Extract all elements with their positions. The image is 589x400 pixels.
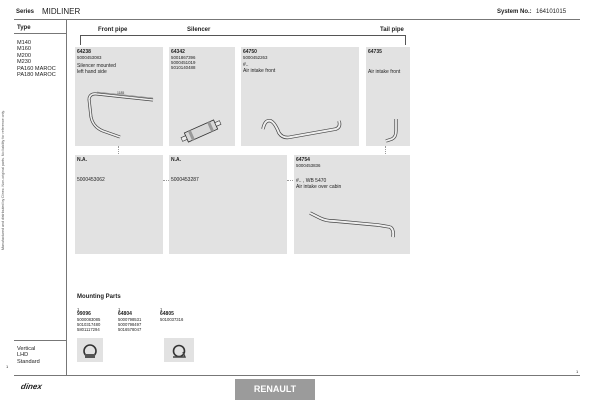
part-card-na-1[interactable]	[75, 155, 163, 254]
desc-line: left hand side	[77, 69, 107, 75]
part-number: 5000451019	[171, 60, 196, 65]
part-code: 64342	[171, 49, 185, 55]
dinex-logo: dinex	[20, 382, 43, 391]
bracket-image	[164, 338, 194, 362]
part-number: 5801117294	[77, 327, 100, 332]
part-code: 99096	[77, 311, 91, 317]
footer-divider	[14, 375, 580, 376]
part-number: 5010037316	[160, 317, 184, 322]
type-list	[17, 40, 56, 78]
type-item: M160	[17, 46, 31, 53]
bracket-tick	[405, 35, 406, 45]
series-value: MIDLINER	[42, 7, 81, 16]
type-item: M140	[17, 40, 31, 46]
col-front-pipe: Front pipe	[98, 27, 128, 33]
type-item: PA160 MAROC	[17, 65, 56, 72]
qty: 1	[118, 307, 121, 312]
silencer-drawing	[169, 47, 235, 146]
part-number: 5000453836	[296, 163, 321, 168]
desc-line: #..	[243, 62, 249, 68]
system-label: System No.:	[497, 9, 532, 15]
part-number: 5000083085	[77, 317, 101, 322]
part-card-64750[interactable]	[241, 47, 359, 146]
part-number: 5001867396	[171, 55, 196, 60]
part-number: 5010140488	[171, 65, 196, 70]
part-card-64238[interactable]	[75, 47, 163, 146]
part-number: 5010317480	[77, 322, 101, 327]
mounting-item-99096[interactable]	[77, 307, 115, 332]
header-divider	[14, 19, 580, 20]
clamp-icon	[77, 338, 103, 362]
air-intake-over-cabin-drawing	[294, 155, 410, 254]
type-item: M200	[17, 52, 31, 59]
mounting-title: Mounting Parts	[77, 294, 121, 300]
clamp-image	[77, 338, 103, 362]
config-item: LHD	[17, 352, 29, 359]
desc-line: #.. , WB 5470	[296, 178, 327, 184]
part-card-64342[interactable]	[169, 47, 235, 146]
brand-banner: RENAULT	[235, 379, 315, 400]
part-desc: Air intake front	[368, 69, 401, 75]
type-item: M230	[17, 59, 31, 66]
dimension-label: 1185	[117, 91, 125, 95]
col-bracket	[80, 35, 405, 36]
ref-number: 5000453062	[77, 177, 105, 183]
part-number: 5000798497	[118, 322, 142, 327]
qty: 1	[77, 307, 80, 312]
page-right: 1	[576, 369, 579, 374]
part-code: 64804	[118, 311, 132, 317]
desc-line: Silencer mounted	[77, 63, 116, 69]
connector-line	[287, 180, 293, 181]
qty: 1	[160, 307, 163, 312]
page-left: 1	[6, 364, 9, 369]
type-item: PA180 MAROC	[17, 72, 56, 79]
margin-note: Manufactured and distributed by Dinex. Non-original parts. No liability for reference only.	[1, 110, 5, 250]
part-card-na-2[interactable]	[169, 155, 287, 254]
front-pipe-drawing	[75, 47, 163, 146]
connector-line	[385, 146, 386, 154]
config-list	[17, 346, 40, 365]
col-tail-pipe: Tail pipe	[380, 27, 404, 33]
part-code: 64754	[296, 157, 310, 163]
sidebar-footer-line	[14, 340, 66, 341]
connector-line	[118, 146, 119, 154]
bracket-icon	[164, 338, 194, 362]
part-code: 64750	[243, 49, 257, 55]
part-code: 64735	[368, 49, 382, 55]
tail-pipe-drawing	[366, 47, 410, 146]
system-value: 164101015	[536, 9, 567, 15]
series-label: Series	[16, 9, 35, 15]
part-number: 5000453083	[77, 55, 102, 60]
part-card-64735[interactable]	[366, 47, 410, 146]
bracket-tick	[80, 35, 81, 45]
part-code: N.A.	[171, 157, 181, 163]
col-silencer: Silencer	[187, 27, 211, 33]
sidebar-divider	[66, 20, 67, 375]
desc-line: Air intake front	[243, 68, 276, 74]
type-underline	[14, 33, 66, 34]
part-code: 64805	[160, 311, 174, 317]
config-item: Vertical	[17, 346, 36, 352]
type-label: Type	[17, 25, 31, 31]
part-number: 5016578047	[118, 327, 142, 332]
air-intake-front-drawing	[241, 47, 359, 146]
part-code: 64238	[77, 49, 91, 55]
mounting-item-64804[interactable]	[118, 307, 156, 332]
config-item: Standard	[17, 358, 40, 365]
ref-number: 5000453287	[171, 177, 199, 183]
part-number: 5000798531	[118, 317, 142, 322]
part-card-64754[interactable]	[294, 155, 410, 254]
part-number: 5000452263	[243, 55, 268, 60]
part-code: N.A.	[77, 157, 87, 163]
mounting-item-64805[interactable]	[160, 307, 200, 322]
desc-line: Air intake over cabin	[296, 184, 342, 190]
